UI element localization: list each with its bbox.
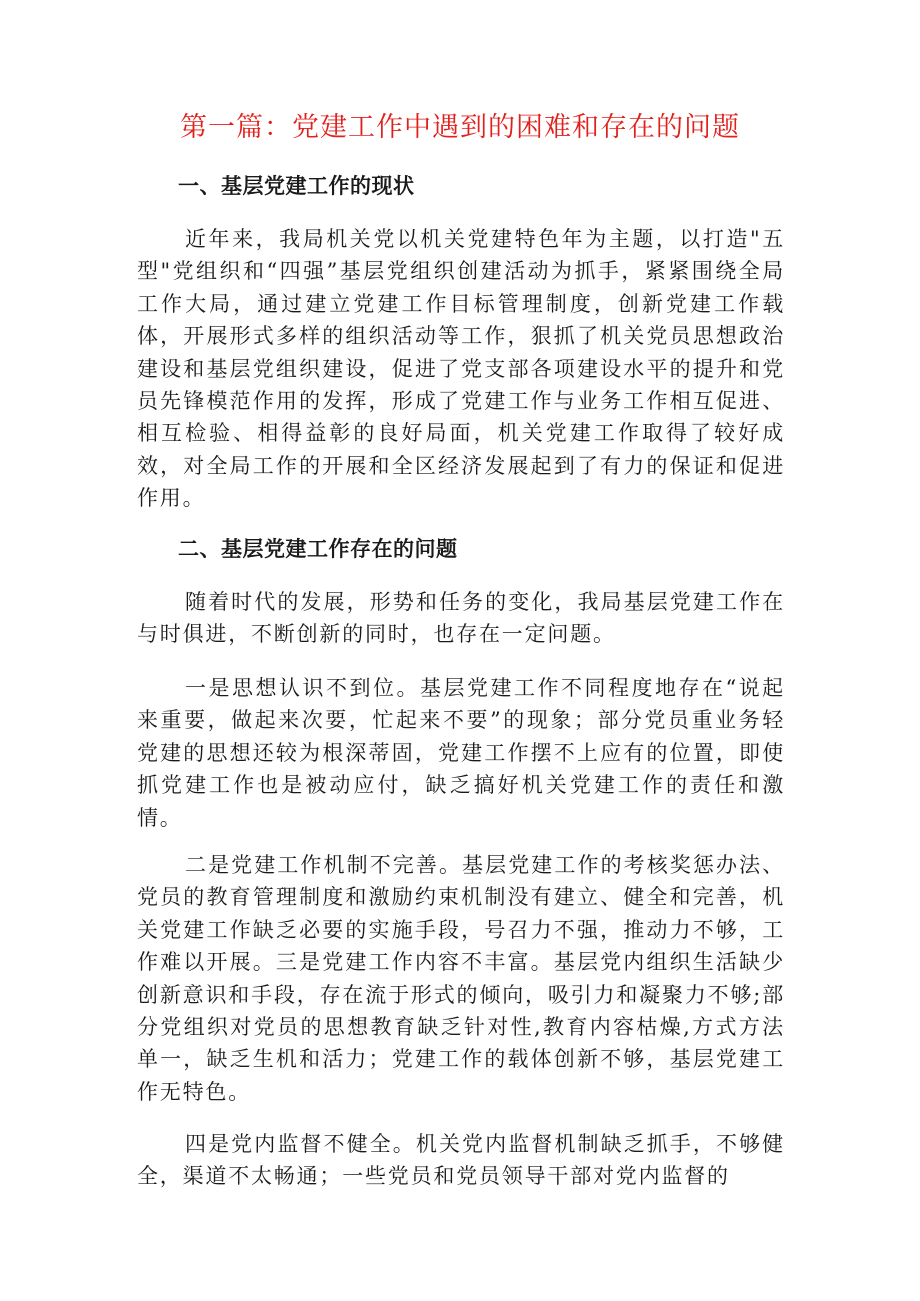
paragraph-problems-intro: 随着时代的发展，形势和任务的变化，我局基层党建工作在与时俱进，不断创新的同时，也存在一定问题。 <box>137 590 785 647</box>
paragraph-status: 近年来，我局机关党以机关党建特色年为主题，以打造"五型"党组织和“四强”基层党组织创建活动为抓手，紧紧围绕全局工作大局，通过建立党建工作目标管理制度，创新党建工作载体，开展形式多样的组织活动等工作，狠抓了机关党员思想政治建设和基层党组织建设，促进了党支部各项建设水平的提升和党员先锋模范作用的发挥，形成了党建工作与业务工作相互促进、相互检验、相得益彰的良好局面，机关党建工作取得了较好成效，对全局工作的开展和全区经济发展起到了有力的保证和促进作用。 <box>137 227 785 511</box>
section-heading-problems: 二、基层党建工作存在的问题 <box>178 537 458 561</box>
paragraph-problem-4: 四是党内监督不健全。机关党内监督机制缺乏抓手，不够健全，渠道不太畅通；一些党员和党员领导干部对党内监督的 <box>137 1132 785 1189</box>
paragraph-problem-2-3: 二是党建工作机制不完善。基层党建工作的考核奖惩办法、党员的教育管理制度和激励约束机制没有建立、健全和完善，机关党建工作缺乏必要的实施手段，号召力不强，推动力不够，工作难以开展。三是党建工作内容不丰富。基层党内组织生活缺少创新意识和手段，存在流于形式的倾向，吸引力和凝聚力不够;部分党组织对党员的思想教育缺乏针对性,教育内容枯燥,方式方法单一，缺乏生机和活力；党建工作的载体创新不够，基层党建工作无特色。 <box>137 853 785 1104</box>
document-title: 第一篇：党建工作中遇到的困难和存在的问题 <box>180 112 740 143</box>
section-heading-status: 一、基层党建工作的现状 <box>178 174 415 198</box>
paragraph-problem-1: 一是思想认识不到位。基层党建工作不同程度地存在“说起来重要，做起来次要，忙起来不要”的现象；部分党员重业务轻党建的思想还较为根深蒂固，党建工作摆不上应有的位置，即使抓党建工作也是被动应付，缺乏搞好机关党建工作的责任和激情。 <box>137 676 785 830</box>
